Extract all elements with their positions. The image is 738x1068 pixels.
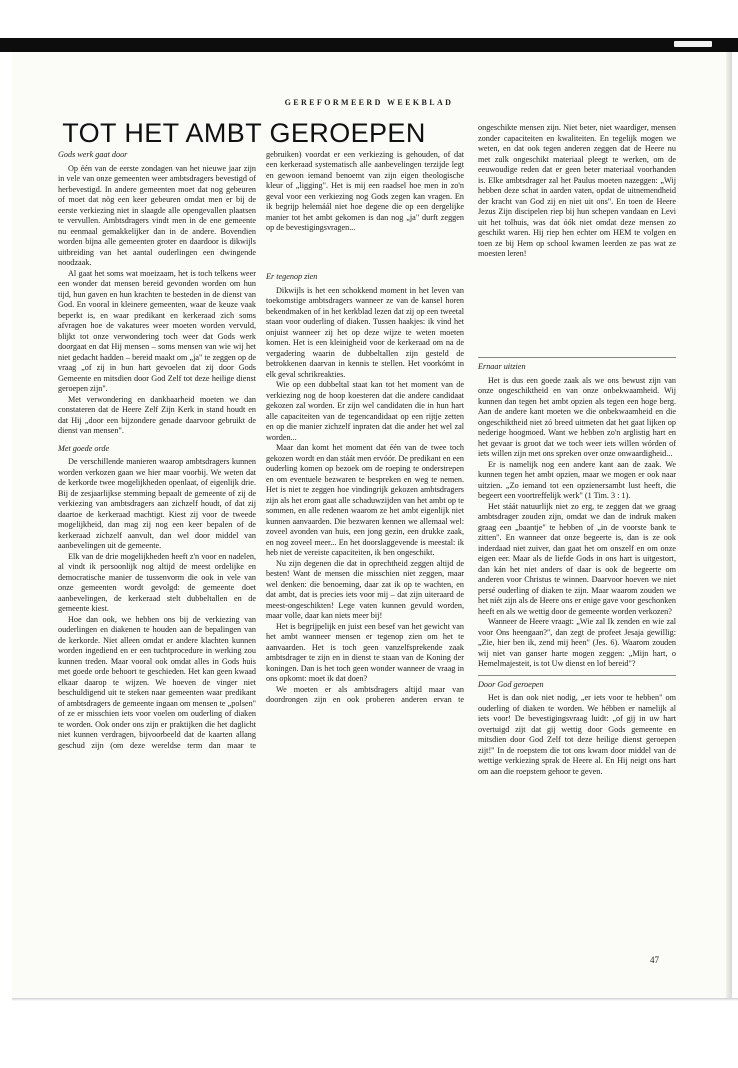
- paragraph: Al gaat het soms wat moeizaam, het is toch telkens weer een wonder dat mensen bereid gevonden worden om hun tijd, hun gaven en hun krachten te besteden in de dienst van God. En vooral in kleinere gemeenten, waar de keuze vaak beperkt is, en waar predikant en kerkeraad zich soms afvragen hoe de vakatures weer moeten worden vervuld, blijkt tot onze verwondering toch weer dat Gods werk doorgaat en dat Hij mensen – soms mensen van wie wij het niet gedacht hadden – bereid maakt om „ja" te zeggen op de vraag „of zij in hun hart gevoelen dat zij door Gods Gemeente en mitsdien door God Zelf tot deze heilige dienst geroepen zijn".: [58, 268, 256, 393]
- section-heading: Gods werk gaat door: [58, 150, 128, 159]
- page-edge-shadow: [726, 52, 732, 998]
- paragraph: Hoe dan ook, we hebben ons bij de verkiezing van ouderlingen en diakenen te houden aan de bepalingen van de kerkorde. Niet alleen omdat er andere klachten kunnen worden ingediend en er een tuchtprocedure in werking zou kunnen treden. Maar vooral ook omdat alles in Gods huis met goede orde behoort te geschieden. Het kan geen kwaad elkaar daarop te wijzen. We hoeven de vinger niet beschuldigend uit te steken naar gemeenten waar predikant of ambtsdragers de gemeente ingaan om mensen te „polsen" of ze er misschien iets voor voelen om ouderling of diaken te worden. Ook onder ons zijn er praktijken die het daglicht niet kunnen verdragen, bijvoorbeeld dat de kaarten allang geschud zijn (om deze wereldse term dan maar te: [58, 614, 256, 750]
- column-1: [58, 150, 256, 752]
- article-title: TOT HET AMBT GEROEPEN: [62, 118, 426, 148]
- section-heading: Met goede orde: [58, 443, 110, 453]
- scan-top-band: [0, 38, 738, 52]
- section-heading: Ernaar uitzien: [478, 362, 526, 371]
- paragraph: Het is dus een goede zaak als we ons bewust zijn van onze ongeschiktheid en van onze onbekwaamheid. Wij kunnen dan tegen het ambt opzien als tegen een hoge berg. Aan de andere kant moeten we die onbekwaamheid en die ongeschiktheid niet zó breed uitmeten dat het gaat lijken op nederige hoogmoed. Want we hebben zo'n arglistig hart en het gevaar is groot dat we toch weer iets willen wórden of iets willen zijn met ons spreken over onze onwaardigheid...: [478, 375, 676, 458]
- paragraph: Het stáát natuurlijk niet zo erg, te zeggen dat we graag ambtsdrager zouden zijn, omdat we dan de indruk maken graag een „baantje" te hebben of „in de voorste bank te zitten". En wanneer dat onze begeerte is, dan is ze ook inderdaad niet zuiver, dan gaat het om onszelf en om onze eigen eer. Maar als de liefde Gods in ons hart is uitgestort, dan kán het niet anders of daar is ook de begeerte om anderen voor Christus te winnen. Daarvoor hoeven we niet persé ouderling of diaken te zijn. Maar waarom zouden we het niét zijn als de Heere ons er enige gave voor geschonken heeft en als we wettig door de gemeente worden verkozen?: [478, 501, 677, 616]
- section-rule: [478, 357, 676, 358]
- section-heading: Er tegenop zien: [266, 272, 318, 281]
- paragraph: We moeten er als ambtsdragers altijd maar van doordrongen zijn en ook proberen anderen ervan te: [266, 684, 464, 704]
- paragraph-continued-text: gebruiken) voordat er een verkiezing is gehouden, of dat een kerkeraad systematisch alle aanbevelingen terzijde legt en gewoon iemand benoemt van zijn eigen theologische kleur of „ligging". Het is mij een raadsel hoe men in zo'n geval voor een verkiezing nog Gods zegen kan vragen. En ik begrijp helemáál niet hoe degene die op een dergelijke manier tot het ambt gekomen is dan nog „ja" durft zeggen op de bevestigingsvragen...: [266, 150, 464, 232]
- section-rule: [478, 675, 676, 676]
- paragraph: Maar dan komt het moment dat één van de twee toch gekozen wordt en dan stáát men ervóór. De predikant en een ouderling komen op bezoek om de roeping te onderstrepen en om eventuele bezwaren te bespreken en weg te nemen. Het is niet te zeggen hoe vindingrijk gekozen ambtsdragers zijn als het erom gaat alle schaduwzijden van het ambt op te sommen, en alle redenen waarom ze het ambt eigenlijk niet kunnen aanvaarden. Die bezwaren kennen we allemaal wel: zoveel avonden van huis, een jong gezin, een drukke zaak, en nog zoveel meer... En het doorslaggevende is meestal: ik heb niet de vereiste capaciteiten, ik ben ongeschikt.: [266, 443, 465, 557]
- running-head: GEREFORMEERD WEEKBLAD: [284, 98, 454, 107]
- page-number: 47: [650, 955, 659, 965]
- paragraph: De verschillende manieren waarop ambtsdragers kunnen worden verkozen gaan we hier maar voorbij. We weten dat de kerkorde twee mogelijkheden openlaat, of eigenlijk drie. Bij de zesjaarlijkse stemming bepaalt de gemeente of zij de verkiezing van ambtsdragers aan zichzelf houdt, of dat zij daartoe de kerkeraad machtigt. Kiest zij voor de tweede mogelijkheid, dan mag zij nog een keer bepalen of de kerkeraad zichzelf aanvult, dan wel door middel van aanbevelingen uit de gemeente.: [58, 457, 256, 550]
- paragraph: Wie op een dubbeltal staat kan tot het moment van de verkiezing nog de hoop koesteren dat die andere candidaat gekozen zal worden. Er zijn wel candidaten die in hun hart alle capaciteiten van de tegencandidaat op een rijtje zetten en op die manier zichzelf inpraten dat die ander het wel zal worden...: [266, 380, 464, 442]
- column-2: [266, 150, 464, 706]
- paragraph: Er is namelijk nog een andere kant aan de zaak. We kunnen tegen het ambt opzien, maar we mogen er ook naar uitzien. „Zo iemand tot een opzienersambt lust heeft, die begeert een voortreffelijk werk" (1 Tim. 3 : 1).: [478, 459, 676, 500]
- column-3: [478, 123, 676, 777]
- page-bottom-shadow: [12, 998, 738, 1001]
- paragraph-continued: [266, 150, 464, 265]
- scan-notch: [674, 41, 712, 47]
- paragraph: Met verwondering en dankbaarheid moeten we dan constateren dat de Heere Zelf Zijn Kerk in stand houdt en dat Hij „door een bijzondere genade daarvoor gebruikt de dienst van mensen".: [58, 394, 256, 435]
- paragraph: Het is dan ook niet nodig, „er iets voor te hebben" om ouderling of diaken te worden. We hébben er namelijk al iets voor! De bevestigingsvraag luidt: „of gij in uw hart overtuigd zijt dat gij wettig door Gods gemeente en mitsdien door God Zelf tot deze heilige dienst geroepen zijt!" In de roepstem die tot ons kwam door middel van de wettige verkiezing sprak de Heere al. En Hij neigt ons hart om aan die roepstem gehoor te geven.: [478, 693, 676, 776]
- paragraph: Dikwijls is het een schokkend moment in het leven van toekomstige ambtsdragers wanneer ze van de kansel horen bekendmaken of in het kerkblad lezen dat zij op een tweetal staan voor ouderling of diaken. Tussen haakjes: ik vind het onjuist wanneer zij het op deze wijze te weten moeten komen. Het is een kleinigheid voor de kerkeraad om na de vergadering waarin de dubbeltallen zijn gesteld de betrokkenen daarvan in kennis te stellen. Het voorkómt in elk geval schrikreakties.: [266, 285, 464, 379]
- section-heading: Door God geroepen: [478, 679, 544, 689]
- paragraph-continued: [478, 123, 676, 354]
- paragraph: Wanneer de Heere vraagt: „Wie zal Ik zenden en wie zal voor Ons heengaan?", dan zegt de profeet Jesaja gewillig: „Zie, hier ben ik, zend mij heen" (Jes. 6). Waarom zouden wij niet van ganser harte mogen zeggen: „Mijn hart, o Hemelmajesteit, is tot Uw dienst en lof bereid"?: [478, 617, 676, 668]
- paragraph: Nu zijn degenen die dat in oprechtheid zeggen altijd de besten! Want de mensen die misschien niet zeggen, maar wel denken: die benoeming, daar zat ik op te wachten, en dat ambt, dat is precies iets voor mij – dat zijn uiteraard de meest-ongeschikten! Lege vaten kunnen gevuld worden, maar volle, daar kan niets meer bij!: [266, 558, 464, 620]
- paragraph: Op één van de eerste zondagen van het nieuwe jaar zijn in vele van onze gemeenten weer ambtsdragers bevestigd of herbevestigd. In andere gemeenten moet dat nog gebeuren of moet dat nòg een keer gebeuren omdat men er bij de eerste verkiezing niet in slaagde alle opengevallen plaatsen te vervullen. Ambtsdragers vindt men in de ene gemeente nu eenmaal gemakkelijker dan in de andere. Bovendien worden bijna alle gemeenten groter en daardoor is dikwijls uitbreiding van het aantal ouderlingen een dwingende noodzaak.: [58, 163, 256, 267]
- paragraph: Elk van de drie mogelijkheden heeft z'n voor en nadelen, al vindt ik persoonlijk nog altijd de meest ordelijke en democratische manier de tussenvorm die ook in vele van onze gemeenten wordt gevolgd: de gemeente doet aanbevelingen, de kerkeraad stelt dubbeltallen en de gemeente kiest.: [58, 551, 256, 613]
- paragraph: Het is begrijpelijk en juist een besef van het gewicht van het ambt wanneer mensen er tegenop zien om het te aanvaarden. Het is toch geen vanzelfsprekende zaak ambtsdrager te zijn en in dienst te staan van de Koning der koningen. Dan is het toch geen wonder wanneer de vraag in ons opkomt: moet ik dat doen?: [266, 621, 464, 683]
- paragraph-continued-text: ongeschikte mensen zijn. Niet beter, niet waardiger, mensen zonder capaciteiten en kwaliteiten. En tegelijk mogen we weten, en dat ook tegen anderen zeggen dat de Heere nu met zulk ongeschikt materiaal pleegt te werken, om de eeuwoudige reden dat er geen beter materiaal voorhanden is. Elke ambtsdrager zal het Paulus moeten nazeggen: „Wij hebben deze schat in aarden vaten, opdat de uitnemendheid der kracht van God zij en niet uit ons". En toen de Heere Jezus Zijn discipelen riep bij hun schepen vandaan en Levi uit het tolhuis, was dat óók niet omdat deze mensen zo geschikt waren. Hij riep hen echter om HEM te volgen en toen ze bij Hem op school kwamen leerden ze pas wat ze moesten leren!: [478, 123, 676, 258]
